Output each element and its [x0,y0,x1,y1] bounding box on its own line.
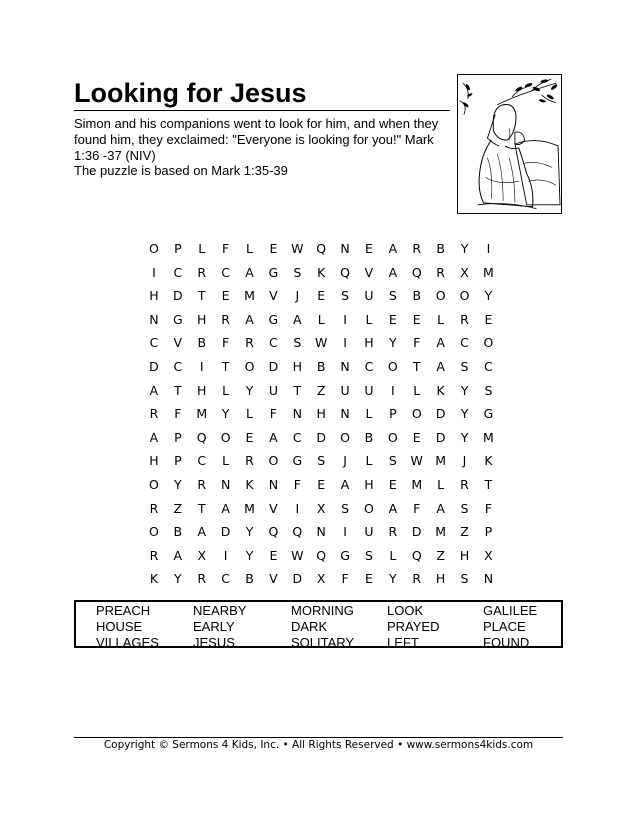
grid-letter: G [483,406,494,422]
grid-letter: S [460,358,469,374]
grid-letter: B [245,571,254,587]
grid-letter: K [245,476,254,492]
grid-letter: S [364,547,373,563]
page-title: Looking for Jesus [74,78,307,108]
grid-letter: M [411,476,423,492]
grid-letter: E [317,288,326,304]
grid-letter: O [364,500,374,516]
grid-letter: E [269,547,278,563]
grid-letter: D [435,406,446,422]
grid-letter: L [365,406,373,422]
grid-letter: A [388,241,398,256]
grid-letter: I [486,241,491,256]
grid-row [142,382,500,406]
grid-letter: R [149,406,159,422]
grid-letter: Q [411,264,422,280]
grid-letter: U [364,288,374,304]
grid-letter: L [365,453,373,469]
grid-letter: Y [174,476,182,492]
grid-letter: D [173,288,183,304]
grid-letter: N [483,571,494,587]
grid-letter: U [340,382,350,398]
grid-letter: H [435,571,446,587]
grid-letter: U [364,524,374,540]
grid-letter: N [340,358,350,374]
grid-letter: S [341,288,350,304]
grid-letter: G [268,264,279,280]
grid-letter: Y [389,571,397,587]
grid-letter: A [245,264,254,280]
grid-letter: W [291,241,304,256]
grid-letter: B [364,429,374,445]
grid-letter: I [343,524,347,540]
grid-letter: E [365,241,373,256]
word-bank-word: MORNING [291,603,354,618]
grid-letter: Y [221,406,230,422]
grid-letter: N [340,241,350,256]
word-bank-word: SOLITARY [291,635,355,650]
grid-letter: N [149,311,159,327]
grid-letter: A [436,335,445,351]
grid-letter: S [484,382,493,398]
grid-letter: Y [245,524,254,540]
grid-letter: R [197,571,207,587]
grid-letter: A [388,500,398,516]
grid-letter: Z [460,524,469,540]
grid-letter: L [246,406,253,422]
grid-letter: H [316,406,326,422]
grid-letter: T [293,382,302,398]
grid-letter: Q [316,241,327,256]
title-divider [74,110,450,111]
grid-letter: L [222,453,230,469]
grid-letter: K [436,382,445,398]
grid-letter: I [223,547,228,563]
word-bank-word: PLACE [483,619,526,634]
grid-letter: R [460,311,469,327]
grid-row [142,523,500,547]
grid-letter: P [389,406,397,422]
grid-letter: F [269,406,277,422]
grid-letter: A [221,500,230,516]
word-bank-word: HOUSE [96,619,143,634]
grid-letter: X [316,500,326,516]
grid-letter: Z [436,547,445,563]
grid-letter: Y [460,382,469,398]
grid-letter: O [149,524,159,540]
grid-letter: D [268,358,279,374]
grid-letter: D [435,429,446,445]
grid-letter: W [314,335,328,351]
grid-letter: J [343,453,347,469]
grid-letter: L [222,382,230,398]
grid-row [142,405,500,429]
grid-letter: S [460,500,469,516]
copyright-footer: Copyright © Sermons 4 Kids, Inc. • All Rights Reserved • www.sermons4kids.com [103,739,534,751]
grid-letter: O [149,476,159,492]
grid-letter: Y [460,406,469,422]
grid-letter: H [292,358,302,374]
grid-letter: L [246,241,253,256]
grid-letter: C [149,335,159,351]
grid-letter: H [459,547,470,563]
grid-letter: M [244,500,255,516]
grid-letter: L [317,311,325,327]
grid-letter: C [460,335,469,351]
grid-letter: U [268,382,278,398]
praying-figure-icon [458,75,561,213]
grid-letter: A [197,524,206,540]
grid-letter: F [222,241,230,256]
grid-letter: I [199,358,204,374]
grid-letter: T [221,358,230,374]
grid-letter: Q [196,429,207,445]
grid-letter: K [317,264,326,280]
grid-letter: S [460,571,469,587]
word-bank-word: NEARBY [193,603,247,618]
grid-letter: V [364,264,374,280]
grid-letter: O [244,358,255,374]
grid-letter: N [340,406,350,422]
grid-letter: Q [340,264,350,280]
grid-letter: I [343,311,347,327]
grid-letter: T [174,382,182,398]
grid-letter: Y [245,382,254,398]
grid-letter: R [149,547,159,563]
grid-letter: S [388,288,397,304]
grid-letter: W [410,453,423,469]
grid-letter: P [174,429,182,445]
grid-letter: C [484,358,493,374]
grid-letter: E [317,476,326,492]
grid-letter: E [412,429,421,445]
grid-letter: T [412,358,421,374]
grid-letter: L [413,382,421,398]
grid-letter: Q [316,547,327,563]
grid-letter: P [174,453,182,469]
grid-letter: Q [411,547,422,563]
grid-letter: K [149,571,159,587]
grid-row [142,500,500,524]
grid-letter: Y [460,429,469,445]
grid-letter: A [149,382,159,398]
grid-letter: X [460,264,469,280]
grid-letter: X [484,547,493,563]
grid-letter: C [269,335,278,351]
grid-letter: R [412,241,422,256]
grid-letter: D [149,358,159,374]
grid-letter: D [316,429,326,445]
grid-letter: S [341,500,350,516]
based-on-text: The puzzle is based on Mark 1:35-39 [74,163,288,178]
word-search-grid [142,240,500,594]
grid-letter: X [197,547,207,563]
grid-letter: N [220,476,231,492]
grid-letter: I [295,500,300,516]
grid-letter: B [436,241,445,256]
grid-letter: C [197,453,207,469]
grid-letter: E [484,311,493,327]
grid-row [142,334,500,358]
grid-letter: N [292,406,302,422]
grid-letter: R [197,264,207,280]
word-bank-word: GALILEE [483,603,538,618]
grid-row [142,570,500,594]
grid-letter: G [292,453,303,469]
grid-letter: M [435,453,447,469]
grid-letter: D [292,571,303,587]
grid-letter: O [268,453,279,469]
grid-row [142,452,500,476]
grid-letter: Y [389,335,397,351]
grid-letter: E [365,571,373,587]
grid-letter: C [292,429,302,445]
grid-letter: N [268,476,279,492]
grid-letter: A [245,311,254,327]
grid-letter: H [364,335,374,351]
grid-letter: V [269,500,278,516]
grid-letter: F [293,476,301,492]
grid-row [142,240,500,264]
grid-letter: O [459,288,470,304]
grid-letter: I [152,264,156,280]
grid-letter: A [293,311,302,327]
word-bank [74,600,563,648]
grid-letter: S [293,335,302,351]
grid-letter: E [388,311,397,327]
grid-letter: R [149,500,159,516]
word-bank-word: EARLY [193,619,235,634]
grid-row [142,476,500,500]
grid-letter: O [340,429,350,445]
grid-letter: O [149,241,159,256]
grid-letter: A [436,358,445,374]
word-bank-row [76,603,561,619]
grid-row [142,429,500,453]
grid-letter: B [316,358,326,374]
grid-letter: W [291,547,304,563]
grid-letter: C [221,571,230,587]
word-bank-row [76,619,561,635]
grid-letter: S [293,264,302,280]
grid-letter: L [198,241,206,256]
grid-letter: E [388,476,397,492]
grid-row [142,287,500,311]
grid-letter: H [197,311,207,327]
grid-letter: C [364,358,374,374]
grid-letter: F [174,406,182,422]
grid-letter: L [437,476,445,492]
grid-letter: F [222,335,230,351]
word-bank-word: VILLAGES [96,635,159,650]
word-bank-word: LEFT [387,635,419,650]
grid-letter: H [149,288,159,304]
grid-letter: A [340,476,350,492]
grid-letter: O [411,406,422,422]
grid-letter: K [484,453,493,469]
grid-letter: M [483,429,494,445]
grid-letter: A [388,264,398,280]
grid-letter: A [436,500,445,516]
grid-letter: Y [484,288,493,304]
grid-letter: Y [245,547,254,563]
word-bank-word: JESUS [193,635,235,650]
word-bank-word: LOOK [387,603,424,618]
grid-letter: O [387,358,398,374]
grid-letter: M [483,264,494,280]
grid-letter: F [413,335,421,351]
grid-letter: R [221,311,230,327]
grid-letter: U [364,382,374,398]
grid-letter: Z [173,500,183,516]
grid-letter: Q [268,524,279,540]
grid-letter: I [391,382,395,398]
grid-letter: Y [460,241,469,256]
grid-letter: P [484,524,493,540]
grid-letter: V [269,288,278,304]
grid-letter: Y [174,571,182,587]
grid-letter: V [269,571,278,587]
grid-letter: S [388,453,397,469]
grid-letter: M [435,524,447,540]
grid-letter: R [436,264,445,280]
grid-letter: R [245,453,254,469]
grid-letter: J [295,288,300,304]
grid-row [142,311,500,335]
grid-letter: E [221,288,230,304]
grid-letter: M [196,406,208,422]
grid-letter: C [221,264,230,280]
grid-letter: B [197,335,207,351]
grid-letter: T [197,288,206,304]
grid-letter: R [197,476,207,492]
grid-letter: R [245,335,254,351]
grid-letter: G [340,547,350,563]
grid-letter: M [244,288,255,304]
grid-letter: C [173,264,183,280]
grid-letter: R [460,476,469,492]
grid-letter: V [173,335,183,351]
grid-letter: C [173,358,183,374]
grid-row [142,547,500,571]
grid-letter: N [316,524,326,540]
grid-letter: A [269,429,278,445]
grid-letter: D [220,524,231,540]
grid-letter: O [435,288,446,304]
grid-letter: O [387,429,398,445]
jesus-praying-illustration [457,74,562,214]
grid-letter: H [197,382,207,398]
grid-letter: L [389,547,397,563]
word-bank-word: DARK [291,619,328,634]
grid-letter: S [317,453,326,469]
grid-row [142,358,500,382]
grid-letter: F [484,500,493,516]
word-bank-word: PREACH [96,603,151,618]
grid-letter: E [245,429,254,445]
word-bank-word: FOUND [483,635,530,650]
grid-letter: P [174,241,182,256]
grid-letter: A [173,547,183,563]
grid-letter: Q [292,524,303,540]
grid-letter: L [437,311,445,327]
grid-letter: O [483,335,494,351]
grid-letter: T [484,476,493,492]
grid-letter: R [412,571,422,587]
grid-letter: T [197,500,206,516]
grid-letter: E [412,311,421,327]
grid-letter: I [343,335,347,351]
grid-letter: F [341,571,349,587]
grid-letter: H [364,476,374,492]
grid-letter: D [411,524,422,540]
word-bank-row [76,635,561,651]
grid-letter: B [173,524,183,540]
grid-letter: R [388,524,398,540]
grid-letter: O [220,429,231,445]
grid-letter: B [412,288,422,304]
grid-letter: X [316,571,326,587]
grid-letter: E [269,241,278,256]
word-bank-word: PRAYED [387,619,440,634]
grid-letter: H [149,453,159,469]
grid-letter: G [268,311,279,327]
grid-letter: L [365,311,373,327]
grid-letter: Z [316,382,326,398]
grid-row [142,264,500,288]
grid-letter: F [413,500,421,516]
grid-letter: A [149,429,159,445]
scripture-quote: Simon and his companions went to look for him, and when they found him, they exclaimed: "Everyone is looking for you!" Mark 1:36 -37 (NIV) [74,116,439,163]
grid-letter: G [172,311,183,327]
grid-letter: J [462,453,467,469]
